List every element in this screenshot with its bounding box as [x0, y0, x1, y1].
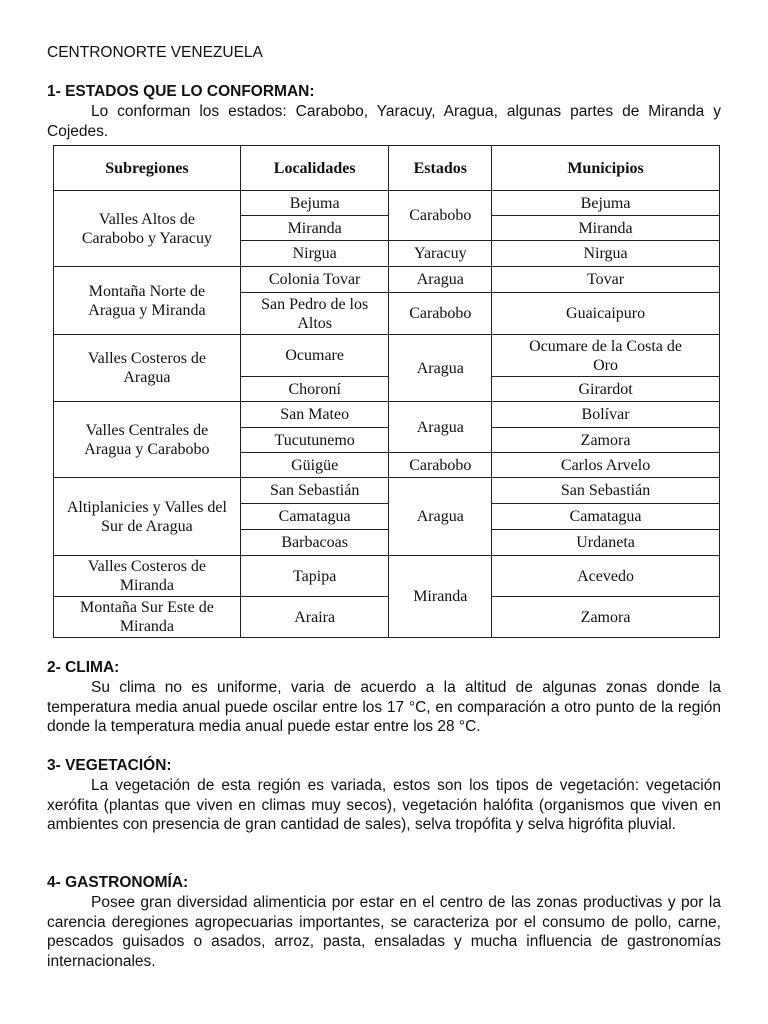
cell-municipio: Zamora	[492, 428, 720, 453]
section-text-vegetacion: La vegetación de esta región es variada, estos son los tipos de vegetación: vegetación xerófita (plantas que viven en climas muy secos), vegetación halófita (organismos que viven en ambientes con presencia de gran cantidad de sales), selva tropófita y selva higrófita pluvial.	[47, 777, 721, 833]
cell-estado: Yaracuy	[389, 241, 492, 267]
cell-municipio: Urdaneta	[492, 530, 720, 556]
table-row	[54, 191, 720, 216]
cell-localidad: Barbacoas	[240, 530, 389, 556]
cell-subregion: Valles Costeros de Miranda	[54, 556, 241, 597]
cell-localidad: Miranda	[240, 216, 389, 241]
table-row	[54, 556, 720, 597]
subregions-table	[53, 145, 720, 638]
cell-estado: Aragua	[389, 402, 492, 453]
section-heading-gastronomia: 4- GASTRONOMÍA:	[47, 874, 189, 891]
cell-localidad: Güigüe	[240, 453, 389, 478]
cell-municipio: Acevedo	[492, 556, 720, 597]
table-row	[54, 597, 720, 638]
section-text-clima: Su clima no es uniforme, varia de acuerdo a la altitud de algunas zonas donde la temperatura media anual puede oscilar entre los 17 °C, en comparación a otro punto de la región donde la temperatura media anual puede estar entre los 28 °C.	[47, 679, 721, 735]
cell-localidad: Araira	[240, 597, 389, 638]
cell-localidad: Bejuma	[240, 191, 389, 216]
cell-municipio: Carlos Arvelo	[492, 453, 720, 478]
cell-subregion: Altiplanicies y Valles del Sur de Aragua	[54, 478, 241, 556]
cell-municipio: Camatagua	[492, 504, 720, 530]
table-row	[54, 267, 720, 293]
cell-subregion: Montaña Sur Este de Miranda	[54, 597, 241, 638]
cell-localidad: Tucutunemo	[240, 428, 389, 453]
cell-municipio: Guaicaipuro	[492, 293, 720, 335]
header-municipios: Municipios	[492, 146, 720, 191]
cell-municipio: Zamora	[492, 597, 720, 638]
cell-localidad: San Pedro de los Altos	[240, 293, 389, 335]
cell-estado: Carabobo	[389, 293, 492, 335]
cell-municipio: Bejuma	[492, 191, 720, 216]
cell-localidad: Tapipa	[240, 556, 389, 597]
section-heading-vegetacion: 3- VEGETACIÓN:	[47, 757, 172, 774]
cell-municipio: Tovar	[492, 267, 720, 293]
cell-estado: Miranda	[389, 556, 492, 638]
cell-localidad: Nirgua	[240, 241, 389, 267]
cell-localidad: Camatagua	[240, 504, 389, 530]
cell-estado: Carabobo	[389, 453, 492, 478]
table-header-row	[54, 146, 720, 191]
table-row	[54, 402, 720, 428]
cell-municipio: Girardot	[492, 377, 720, 402]
cell-localidad: Choroní	[240, 377, 389, 402]
cell-subregion: Montaña Norte de Aragua y Miranda	[54, 267, 241, 335]
cell-subregion: Valles Centrales de Aragua y Carabobo	[54, 402, 241, 478]
cell-municipio: San Sebastián	[492, 478, 720, 504]
section-heading-estados: 1- ESTADOS QUE LO CONFORMAN:	[47, 83, 315, 100]
document-title: CENTRONORTE VENEZUELA	[47, 44, 263, 61]
section-text-gastronomia: Posee gran diversidad alimenticia por estar en el centro de las zonas productivas y por la carencia deregiones agropecuarias importantes, se caracteriza por el consumo de pollo, carne, pescados guisados o asados, arroz, pasta, ensaladas y mucha influencia de gastronomías internacionales.	[47, 894, 721, 970]
cell-municipio: Nirgua	[492, 241, 720, 267]
cell-subregion: Valles Altos de Carabobo y Yaracuy	[54, 191, 241, 267]
cell-municipio: Miranda	[492, 216, 720, 241]
cell-municipio: Ocumare de la Costa de Oro	[492, 335, 720, 377]
section-text-estados: Lo conforman los estados: Carabobo, Yaracuy, Aragua, algunas partes de Miranda y Cojedes.	[47, 103, 721, 140]
cell-estado: Carabobo	[389, 191, 492, 241]
header-estados: Estados	[389, 146, 492, 191]
cell-estado: Aragua	[389, 335, 492, 402]
table-row	[54, 335, 720, 377]
header-subregiones: Subregiones	[54, 146, 241, 191]
cell-estado: Aragua	[389, 478, 492, 556]
cell-localidad: San Sebastián	[240, 478, 389, 504]
header-localidades: Localidades	[240, 146, 389, 191]
cell-estado: Aragua	[389, 267, 492, 293]
cell-localidad: San Mateo	[240, 402, 389, 428]
cell-municipio: Bolívar	[492, 402, 720, 428]
cell-subregion: Valles Costeros de Aragua	[54, 335, 241, 402]
cell-localidad: Ocumare	[240, 335, 389, 377]
section-heading-clima: 2- CLIMA:	[47, 659, 120, 676]
cell-localidad: Colonia Tovar	[240, 267, 389, 293]
table-row	[54, 478, 720, 504]
